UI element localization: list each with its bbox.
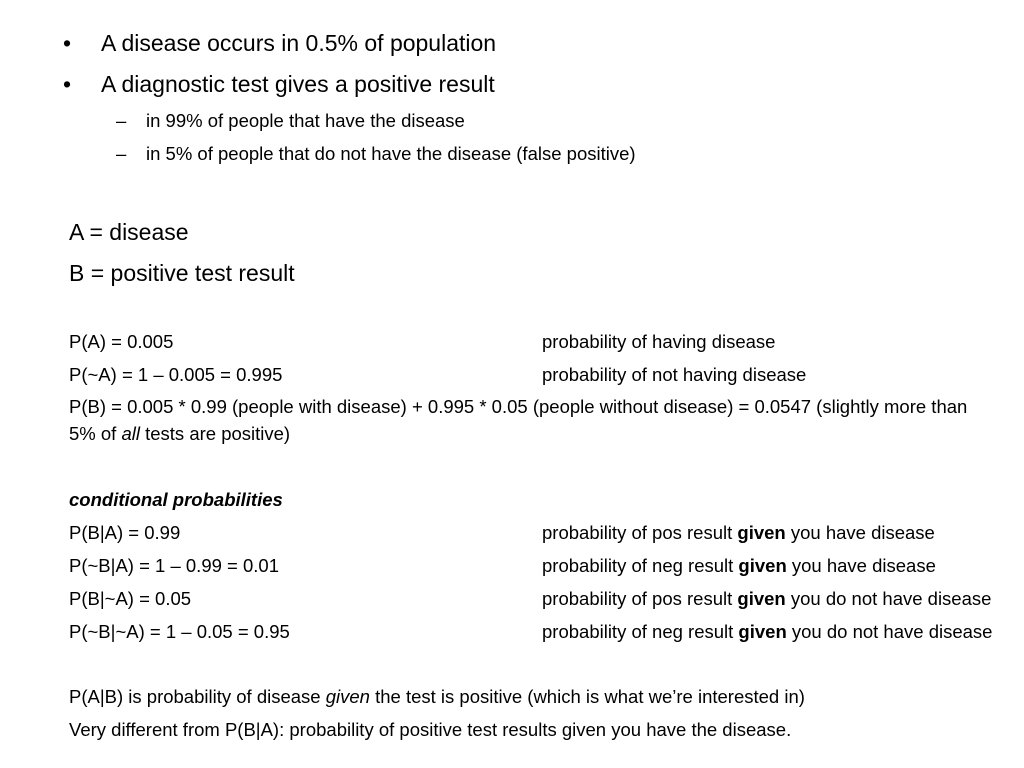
conditional-description	[542, 555, 936, 577]
dash-marker: –	[116, 143, 127, 164]
bullet-marker: •	[63, 71, 72, 97]
conditional-row	[69, 555, 1009, 577]
conditional-row	[69, 588, 1009, 610]
desc-pre: probability of pos result	[542, 588, 738, 609]
definition-a: A = disease	[69, 219, 189, 245]
given-word: given	[738, 555, 787, 576]
desc-pre: probability of neg result	[542, 555, 739, 576]
sub-bullet-text: in 5% of people that do not have the disease (false positive)	[146, 143, 636, 164]
bullet-text: A disease occurs in 0.5% of population	[101, 30, 497, 56]
prob-formula: P(~A) = 1 – 0.005 = 0.995	[69, 364, 283, 385]
desc-post: you do not have disease	[786, 621, 993, 642]
conditional-formula: P(~B|A) = 1 – 0.99 = 0.01	[69, 555, 279, 576]
prob-b-paragraph	[69, 393, 989, 447]
conditional-description	[542, 522, 935, 544]
desc-pre: probability of pos result	[542, 522, 738, 543]
conclusion-line-2: Very different from P(B|A): probability of positive test results given you have the disease.	[69, 719, 792, 740]
conditional-formula: P(B|A) = 0.99	[69, 522, 181, 543]
desc-post: you do not have disease	[785, 588, 992, 609]
bullet-disease-occurrence	[63, 30, 497, 57]
desc-post: you have disease	[785, 522, 935, 543]
given-word: given	[737, 522, 786, 543]
prob-formula: P(A) = 0.005	[69, 331, 174, 352]
conclusion-emphasis: given	[325, 686, 370, 707]
conditional-description	[542, 621, 992, 643]
conditional-formula: P(~B|~A) = 1 – 0.05 = 0.95	[69, 621, 290, 642]
prob-b-emphasis: all	[121, 423, 140, 444]
given-word: given	[738, 621, 787, 642]
conditional-row	[69, 621, 1009, 643]
prob-b-text-end: tests are positive)	[139, 423, 291, 444]
conditional-row	[69, 522, 1009, 544]
given-word: given	[737, 588, 786, 609]
prob-row-not-a	[69, 364, 1009, 386]
conditional-heading-text: conditional probabilities	[69, 489, 283, 510]
desc-pre: probability of neg result	[542, 621, 739, 642]
conclusion-text-end: the test is positive (which is what we’re interested in)	[369, 686, 805, 707]
conclusion-text: P(A|B) is probability of disease	[69, 686, 326, 707]
desc-post: you have disease	[786, 555, 936, 576]
dash-marker: –	[116, 110, 127, 131]
bullet-text: A diagnostic test gives a positive result	[101, 71, 495, 97]
prob-description: probability of not having disease	[542, 364, 807, 385]
prob-b-text: P(B) = 0.005 * 0.99 (people with disease) + 0.995 * 0.05 (people without disease) = 0.0547 (slightly more than 5% of	[69, 396, 968, 444]
sub-bullet-text: in 99% of people that have the disease	[146, 110, 465, 131]
conditional-description	[542, 588, 991, 610]
bullet-diagnostic-test	[63, 71, 495, 98]
prob-row-a	[69, 331, 1009, 353]
sub-bullet-true-positive	[116, 110, 465, 132]
conclusion-line-1	[69, 686, 805, 708]
conditional-heading	[69, 489, 283, 511]
definition-b: B = positive test result	[69, 260, 295, 286]
bullet-marker: •	[63, 30, 72, 56]
sub-bullet-false-positive	[116, 143, 636, 165]
conditional-formula: P(B|~A) = 0.05	[69, 588, 192, 609]
prob-description: probability of having disease	[542, 331, 776, 352]
